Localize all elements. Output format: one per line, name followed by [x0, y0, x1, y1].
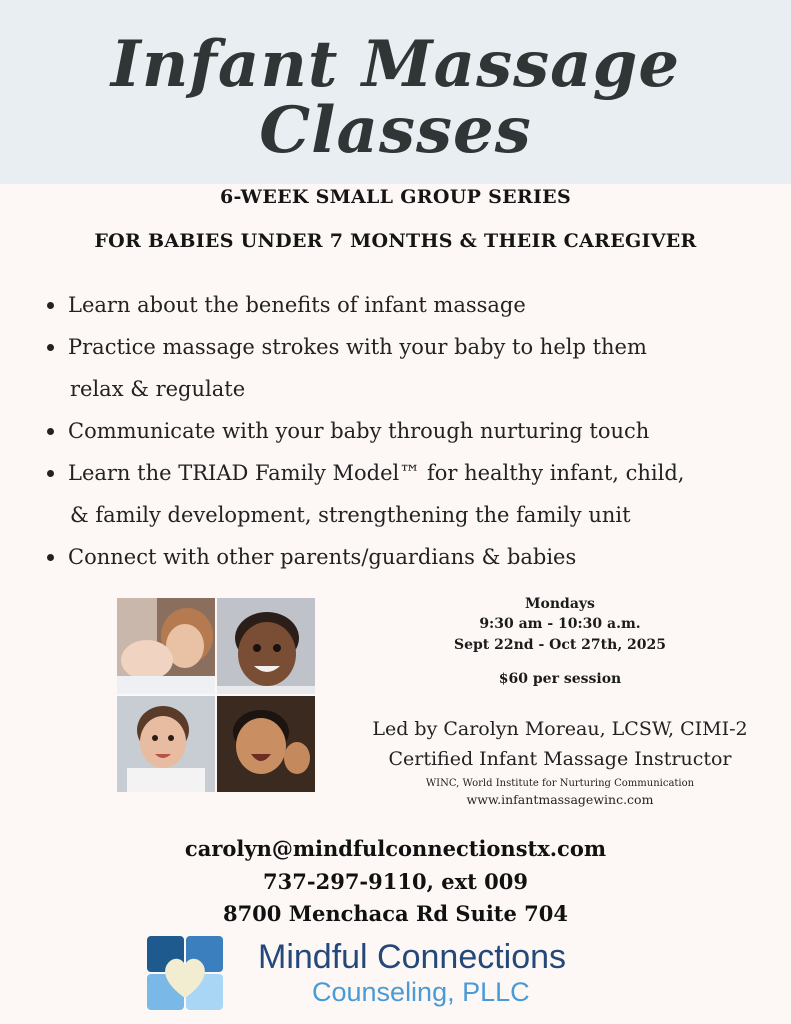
class-price: $60 per session	[498, 671, 622, 687]
audience-subtitle: FOR BABIES UNDER 7 MONTHS & THEIR CAREGIVER	[94, 230, 697, 252]
list-item: Connect with other parents/guardians & babies	[44, 536, 764, 578]
contact-phone: 737-297-9110, ext 009	[263, 869, 528, 894]
mindful-connections-logo	[145, 934, 225, 1012]
class-dates: Sept 22nd - Oct 27th, 2025	[453, 637, 667, 653]
baby-photo-2	[217, 598, 315, 694]
baby-photo-collage	[117, 598, 317, 794]
baby-photo-3	[117, 696, 215, 792]
page-title-line1: Infant Massage	[110, 27, 681, 102]
instructor-name: Led by Carolyn Moreau, LCSW, CIMI-2	[372, 718, 748, 740]
class-time: 9:30 am - 10:30 a.m.	[479, 616, 641, 632]
list-item-continuation: relax & regulate	[70, 377, 246, 401]
org-website: www.infantmassagewinc.com	[466, 792, 654, 807]
list-item-continuation: & family development, strengthening the family unit	[70, 503, 631, 527]
benefits-list	[44, 284, 764, 578]
baby-photo-4	[217, 696, 315, 792]
series-subtitle: 6-WEEK SMALL GROUP SERIES	[220, 186, 571, 208]
list-item: Learn about the benefits of infant massage	[44, 284, 764, 326]
list-item: Practice massage strokes with your baby to help them	[44, 326, 764, 368]
list-item: Communicate with your baby through nurturing touch	[44, 410, 764, 452]
contact-email: carolyn@mindfulconnectionstx.com	[184, 836, 607, 861]
brand-subname: Counseling, PLLC	[312, 977, 530, 1007]
class-day: Mondays	[525, 596, 595, 612]
list-item: Learn the TRIAD Family Model™ for healthy infant, child,	[44, 452, 764, 494]
instructor-org: WINC, World Institute for Nurturing Communication	[425, 778, 695, 789]
contact-address: 8700 Menchaca Rd Suite 704	[222, 901, 569, 926]
baby-photo-1	[117, 598, 215, 694]
brand-name: Mindful Connections	[258, 938, 567, 976]
title-banner	[0, 0, 791, 184]
page-title-line2: Classes	[259, 93, 532, 168]
instructor-certification: Certified Infant Massage Instructor	[388, 748, 732, 770]
